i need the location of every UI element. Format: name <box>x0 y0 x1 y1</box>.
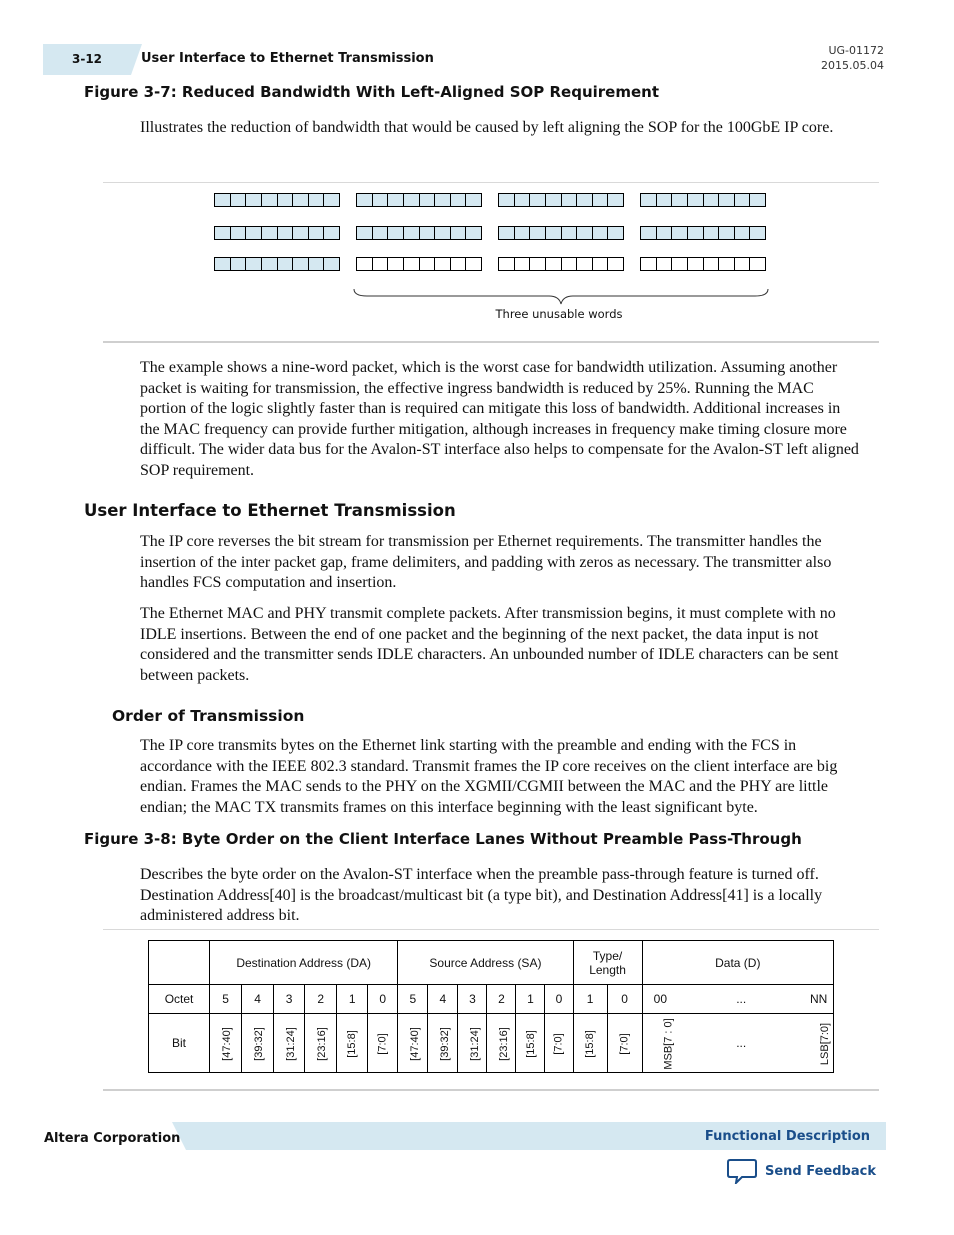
byte-cell <box>215 258 231 270</box>
byte-cell <box>562 227 578 239</box>
byte-cell <box>373 227 389 239</box>
byte-cell <box>466 227 482 239</box>
byte-cell <box>388 194 404 206</box>
byte-cell <box>657 194 673 206</box>
byte-cell <box>499 258 515 270</box>
data-word <box>640 193 766 207</box>
bit-range-label: [15:8] <box>584 1030 597 1058</box>
paragraph-byte-order: The IP core transmits bytes on the Ethernet link starting with the preamble and ending with the FCS in accordance with the IEEE 802.3 standard. Transmit frames the IP core receives on the client interface are big endian. Frames the MAC sends to the PHY on the XGMII/CGMII between the MAC and the PHY are little endian; the MAC TX transmits frames on this interface beginning with the least significant byte. <box>140 737 838 816</box>
byte-cell <box>515 227 531 239</box>
byte-cell <box>546 194 562 206</box>
byte-cell <box>750 258 766 270</box>
octet-cell: 2 <box>487 985 516 1014</box>
byte-cell <box>546 258 562 270</box>
byte-cell <box>719 258 735 270</box>
paragraph-bit-stream: The IP core reverses the bit stream for transmission per Ethernet requirements. The transmitter handles the insertion of the inter packet gap, frame delimiters, and padding with zeros as necessary. The transmitter also handles FCS computation and insertion. <box>140 533 832 592</box>
data-word <box>214 193 340 207</box>
byte-cell <box>515 258 531 270</box>
byte-cell <box>530 227 546 239</box>
byte-cell <box>278 194 294 206</box>
byte-cell <box>593 227 609 239</box>
byte-cell <box>735 194 751 206</box>
byte-cell <box>546 227 562 239</box>
figure-3-7-title: Figure 3-7: Reduced Bandwidth With Left-Aligned SOP Requirement <box>84 83 659 101</box>
byte-cell <box>750 227 766 239</box>
figure-3-8-title: Figure 3-8: Byte Order on the Client Interface Lanes Without Preamble Pass-Through <box>84 830 802 848</box>
byte-cell <box>735 227 751 239</box>
byte-cell <box>420 227 436 239</box>
group-data: Data (D) <box>642 941 833 985</box>
bit-cell <box>337 1014 368 1073</box>
byte-cell <box>215 227 231 239</box>
data-word <box>214 226 340 240</box>
byte-cell <box>577 194 593 206</box>
group-source-address: Source Address (SA) <box>398 941 573 985</box>
byte-cell <box>499 227 515 239</box>
byte-cell <box>530 194 546 206</box>
byte-cell <box>231 194 247 206</box>
byte-cell <box>278 227 294 239</box>
byte-cell <box>278 258 294 270</box>
byte-cell <box>688 194 704 206</box>
bit-range-label: MSB[7 : 0] <box>662 1018 675 1070</box>
byte-cell <box>562 258 578 270</box>
octet-cell: NN <box>804 985 833 1014</box>
unusable-word <box>498 257 624 271</box>
bit-cell <box>210 1014 242 1073</box>
byte-cell <box>262 194 278 206</box>
bit-cell <box>607 1014 642 1073</box>
footer-company: Altera Corporation <box>44 1131 181 1146</box>
corner-cell <box>149 941 210 985</box>
byte-cell <box>231 227 247 239</box>
word-grid <box>214 193 767 275</box>
byte-cell <box>435 194 451 206</box>
byte-cell <box>404 258 420 270</box>
byte-cell <box>262 227 278 239</box>
page-number-tab <box>43 44 131 75</box>
byte-cell <box>719 194 735 206</box>
table-bottom-rule <box>103 1089 879 1091</box>
octet-cell: 1 <box>516 985 545 1014</box>
bit-cell <box>804 1014 833 1073</box>
byte-cell <box>262 258 278 270</box>
bit-cell <box>545 1014 573 1073</box>
byte-cell <box>672 227 688 239</box>
byte-cell <box>231 258 247 270</box>
octet-cell: 3 <box>458 985 487 1014</box>
byte-cell <box>466 194 482 206</box>
byte-cell <box>641 227 657 239</box>
byte-cell <box>704 194 720 206</box>
bit-range-label: [7:0] <box>376 1033 389 1055</box>
header-section-title: User Interface to Ethernet Transmission <box>141 51 434 66</box>
heading-order-of-transmission: Order of Transmission <box>112 707 305 725</box>
bit-cell <box>516 1014 545 1073</box>
byte-cell <box>246 194 262 206</box>
byte-cell <box>577 258 593 270</box>
bit-range-label: [23:16] <box>498 1027 511 1061</box>
feedback-icon <box>727 1158 757 1184</box>
byte-cell <box>420 258 436 270</box>
figure-3-7-description: Illustrates the reduction of bandwidth that would be caused by left aligning the SOP for the 100GbE IP core. <box>140 119 834 136</box>
byte-cell <box>404 194 420 206</box>
byte-cell <box>530 258 546 270</box>
byte-cell <box>704 227 720 239</box>
octet-cell: 4 <box>428 985 458 1014</box>
byte-cell <box>641 258 657 270</box>
byte-cell <box>593 258 609 270</box>
data-word <box>356 226 482 240</box>
byte-cell <box>309 194 325 206</box>
byte-cell <box>373 194 389 206</box>
bit-range-label: [15:8] <box>346 1030 359 1058</box>
byte-cell <box>388 258 404 270</box>
byte-cell <box>293 258 309 270</box>
bit-cell <box>368 1014 398 1073</box>
bit-range-label: [23:16] <box>315 1027 328 1061</box>
octet-cell: 00 <box>642 985 678 1014</box>
octet-cell: 3 <box>274 985 305 1014</box>
byte-cell <box>215 194 231 206</box>
byte-cell <box>246 258 262 270</box>
byte-cell <box>324 227 340 239</box>
doc-id-number: UG-01172 <box>828 44 884 57</box>
byte-cell <box>373 258 389 270</box>
octet-cell: 2 <box>305 985 337 1014</box>
octet-cell: 5 <box>398 985 428 1014</box>
byte-cell <box>293 194 309 206</box>
byte-cell <box>608 227 624 239</box>
data-word <box>356 193 482 207</box>
byte-cell <box>608 194 624 206</box>
unusable-word <box>640 257 766 271</box>
paragraph-bandwidth: The example shows a nine-word packet, which is the worst case for bandwidth utilization. Assuming another packet is waiting for transmission, the effective ingress bandwidth is reduced by 25%. Running the MAC portion of the logic slightly faster than is required can mitigate this loss of bandwidth. Additional increases in the MAC frequency can provide further mitigation, although increases in frequency make timing closure more difficult. The wider data bus for the Avalon-ST interface also helps to compensate for the Avalon-ST left aligned SOP requirement. <box>140 359 859 479</box>
octet-row-label: Octet <box>149 985 210 1014</box>
bit-range-label: [47:40] <box>409 1027 422 1061</box>
bit-cell <box>487 1014 516 1073</box>
octet-cell: 0 <box>545 985 573 1014</box>
bit-range-label: [7:0] <box>553 1033 565 1055</box>
page-number: 3-12 <box>71 52 103 66</box>
byte-cell <box>608 258 624 270</box>
bit-cell <box>305 1014 337 1073</box>
byte-cell <box>499 194 515 206</box>
bit-range-label: LSB[7:0] <box>819 1022 832 1066</box>
octet-cell: 0 <box>368 985 398 1014</box>
byte-cell <box>451 227 467 239</box>
bit-range-label: [15:8] <box>524 1030 537 1058</box>
bit-range-label: [47:40] <box>220 1027 233 1061</box>
bit-range-label: ... <box>736 1036 747 1050</box>
octet-cell: 4 <box>242 985 274 1014</box>
bit-row <box>149 1014 834 1073</box>
bit-row-label: Bit <box>149 1014 210 1073</box>
byte-cell <box>515 194 531 206</box>
byte-cell <box>324 194 340 206</box>
byte-cell <box>657 258 673 270</box>
byte-cell <box>688 258 704 270</box>
data-word <box>498 193 624 207</box>
bit-cell <box>458 1014 487 1073</box>
group-type-length: Type/ Length <box>573 941 642 985</box>
byte-cell <box>309 227 325 239</box>
unusable-word <box>356 257 482 271</box>
byte-cell <box>688 227 704 239</box>
document-id <box>821 43 884 73</box>
group-destination-address: Destination Address (DA) <box>210 941 398 985</box>
data-word <box>498 226 624 240</box>
bit-cell <box>573 1014 607 1073</box>
bit-cell <box>642 1014 678 1073</box>
byte-cell <box>357 258 373 270</box>
byte-order-table <box>148 940 834 1073</box>
byte-cell <box>388 227 404 239</box>
byte-cell <box>593 194 609 206</box>
byte-cell <box>435 258 451 270</box>
byte-cell <box>246 227 262 239</box>
byte-cell <box>735 258 751 270</box>
byte-cell <box>750 194 766 206</box>
send-feedback-link[interactable] <box>727 1158 876 1184</box>
byte-cell <box>704 258 720 270</box>
octet-cell: 5 <box>210 985 242 1014</box>
unusable-words-brace <box>353 287 769 309</box>
octet-cell: 1 <box>573 985 607 1014</box>
byte-cell <box>451 258 467 270</box>
bit-cell <box>398 1014 428 1073</box>
bit-range-label: [39:32] <box>439 1027 452 1061</box>
send-feedback-label: Send Feedback <box>765 1163 876 1179</box>
bit-range-label: [31:24] <box>284 1027 297 1061</box>
byte-cell <box>641 194 657 206</box>
heading-user-interface: User Interface to Ethernet Transmission <box>84 501 456 520</box>
byte-cell <box>324 258 340 270</box>
paragraph-mac-phy: The Ethernet MAC and PHY transmit complete packets. After transmission begins, it must complete with no IDLE insertions. Between the end of one packet and the beginning of the next packet, the data input is not considered and the transmitter sends IDLE characters. An unbounded number of IDLE characters can be sent between packets. <box>140 605 839 684</box>
group-header-row <box>149 941 834 985</box>
data-word <box>214 257 340 271</box>
byte-cell <box>657 227 673 239</box>
byte-cell <box>466 258 482 270</box>
table-top-rule <box>103 929 879 930</box>
byte-cell <box>672 258 688 270</box>
byte-cell <box>357 194 373 206</box>
bit-cell <box>428 1014 458 1073</box>
bit-range-label: [7:0] <box>618 1033 631 1055</box>
figure-bottom-rule <box>103 341 879 343</box>
octet-cell: ... <box>678 985 804 1014</box>
byte-cell <box>420 194 436 206</box>
bit-range-label: [31:24] <box>469 1027 482 1061</box>
figure-3-8-description: Describes the byte order on the Avalon-ST interface when the preamble pass-through feature is turned off. Destination Address[40] is the broadcast/multicast bit (a type bit), and Destination Address[41] is a locally administered address bit. <box>140 866 823 925</box>
byte-cell <box>309 258 325 270</box>
byte-cell <box>451 194 467 206</box>
byte-cell <box>719 227 735 239</box>
byte-cell <box>562 194 578 206</box>
data-word <box>640 226 766 240</box>
bit-cell <box>242 1014 274 1073</box>
byte-cell <box>577 227 593 239</box>
octet-row <box>149 985 834 1014</box>
byte-cell <box>672 194 688 206</box>
byte-cell <box>357 227 373 239</box>
bit-cell <box>678 1014 804 1073</box>
octet-cell: 1 <box>337 985 368 1014</box>
octet-cell: 0 <box>607 985 642 1014</box>
brace-label: Three unusable words <box>495 307 623 321</box>
byte-cell <box>404 227 420 239</box>
footer-section-link[interactable]: Functional Description <box>704 1129 870 1144</box>
bit-range-label: [39:32] <box>252 1027 265 1061</box>
bit-cell <box>274 1014 305 1073</box>
byte-cell <box>293 227 309 239</box>
doc-date: 2015.05.04 <box>821 59 884 72</box>
figure-top-rule <box>103 182 879 183</box>
byte-cell <box>435 227 451 239</box>
